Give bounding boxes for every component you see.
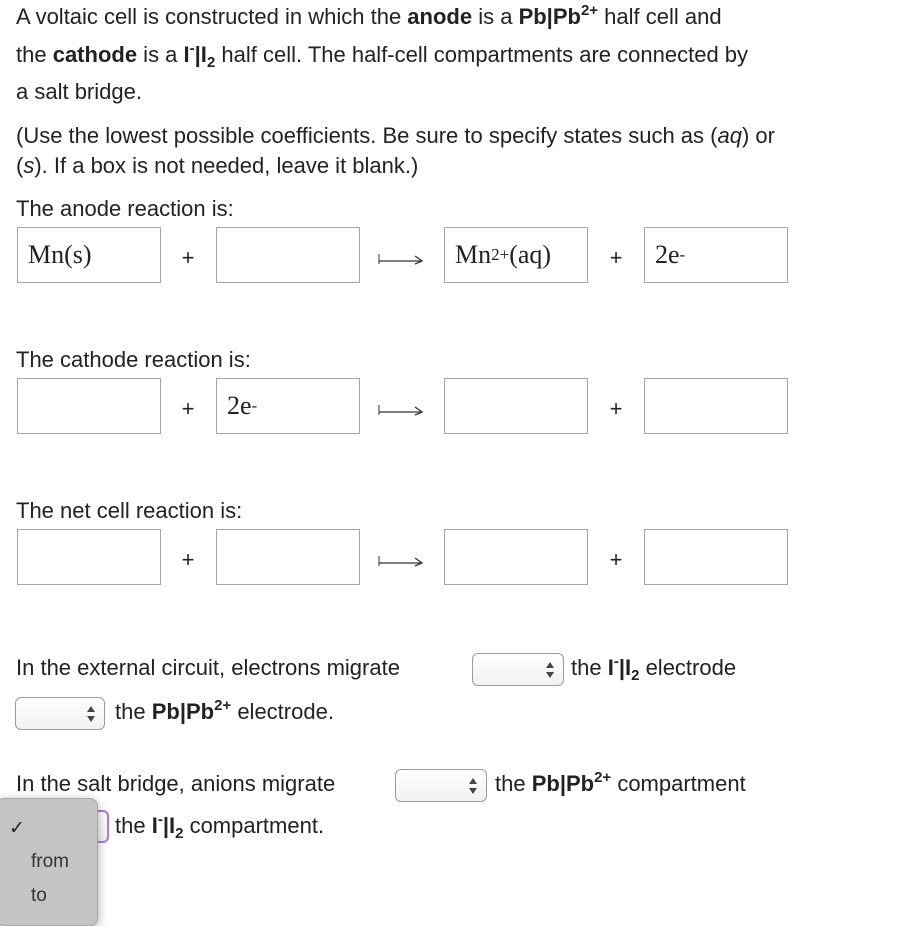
plus-sign: + — [609, 396, 623, 421]
anode-product-1-box[interactable]: Mn 2+ (aq) — [444, 227, 588, 283]
checkmark-icon: ✓ — [9, 818, 25, 839]
net-reactant-1-box[interactable] — [17, 529, 161, 585]
intro-line-2: the cathode is a $I^-|I_2$ half cell. The half-cell compartments are connected by — [16, 40, 749, 71]
cathode-reactant-1-box[interactable] — [17, 378, 161, 434]
dropdown-option-blank[interactable] — [9, 817, 25, 840]
anode-product-2-box[interactable]: 2e - — [644, 227, 788, 283]
dropdown-option-to[interactable]: to — [31, 885, 47, 906]
external-direction-select-1[interactable] — [472, 653, 564, 686]
anode-reactant-1-box[interactable]: Mn(s) — [17, 227, 161, 283]
net-product-2-box[interactable] — [644, 529, 788, 585]
salt-direction-select-1[interactable] — [395, 769, 487, 802]
intro-line-1: A voltaic cell is constructed in which the anode is a $Pb|Pb^{2+}$ half cell and — [16, 2, 722, 29]
anode-reactant-2-box[interactable] — [216, 227, 360, 283]
anode-label: The anode reaction is: — [16, 196, 234, 221]
dropdown-option-from[interactable]: from — [31, 851, 69, 872]
cathode-product-2-box[interactable] — [644, 378, 788, 434]
external-circuit-target-2: the $Pb|Pb^{2+}$ electrode. — [115, 697, 334, 724]
net-reactant-2-box[interactable] — [216, 529, 360, 585]
plus-sign: + — [609, 245, 623, 270]
select-arrows-icon — [545, 660, 555, 680]
intro-line-3: a salt bridge. — [16, 79, 142, 104]
plus-sign: + — [181, 396, 195, 421]
external-direction-select-2[interactable] — [15, 697, 105, 730]
plus-sign: + — [609, 547, 623, 572]
reaction-arrow-icon — [378, 553, 424, 567]
reaction-arrow-icon — [378, 251, 424, 265]
plus-sign: + — [181, 245, 195, 270]
salt-bridge-text: In the salt bridge, anions migrate — [16, 771, 336, 796]
external-circuit-target-1: the $I^-|I_2$ electrode — [571, 653, 737, 684]
cathode-label: The cathode reaction is: — [16, 347, 251, 372]
salt-bridge-target-1: the $Pb|Pb^{2+}$ compartment — [495, 769, 746, 796]
net-product-1-box[interactable] — [444, 529, 588, 585]
instructions-line-2: (s). If a box is not needed, leave it blank.) — [16, 153, 419, 178]
plus-sign: + — [181, 547, 195, 572]
direction-dropdown-menu — [0, 798, 98, 926]
reaction-arrow-icon — [378, 402, 424, 416]
net-label: The net cell reaction is: — [16, 498, 243, 523]
cathode-reactant-2-box[interactable]: 2e - — [216, 378, 360, 434]
cathode-product-1-box[interactable] — [444, 378, 588, 434]
select-arrows-icon — [86, 704, 96, 724]
external-circuit-text: In the external circuit, electrons migrate — [16, 655, 400, 680]
instructions-line-1: (Use the lowest possible coefficients. Be sure to specify states such as (aq) or — [16, 123, 775, 148]
salt-bridge-target-2: the $I^-|I_2$ compartment. — [115, 811, 325, 842]
select-arrows-icon — [468, 776, 478, 796]
